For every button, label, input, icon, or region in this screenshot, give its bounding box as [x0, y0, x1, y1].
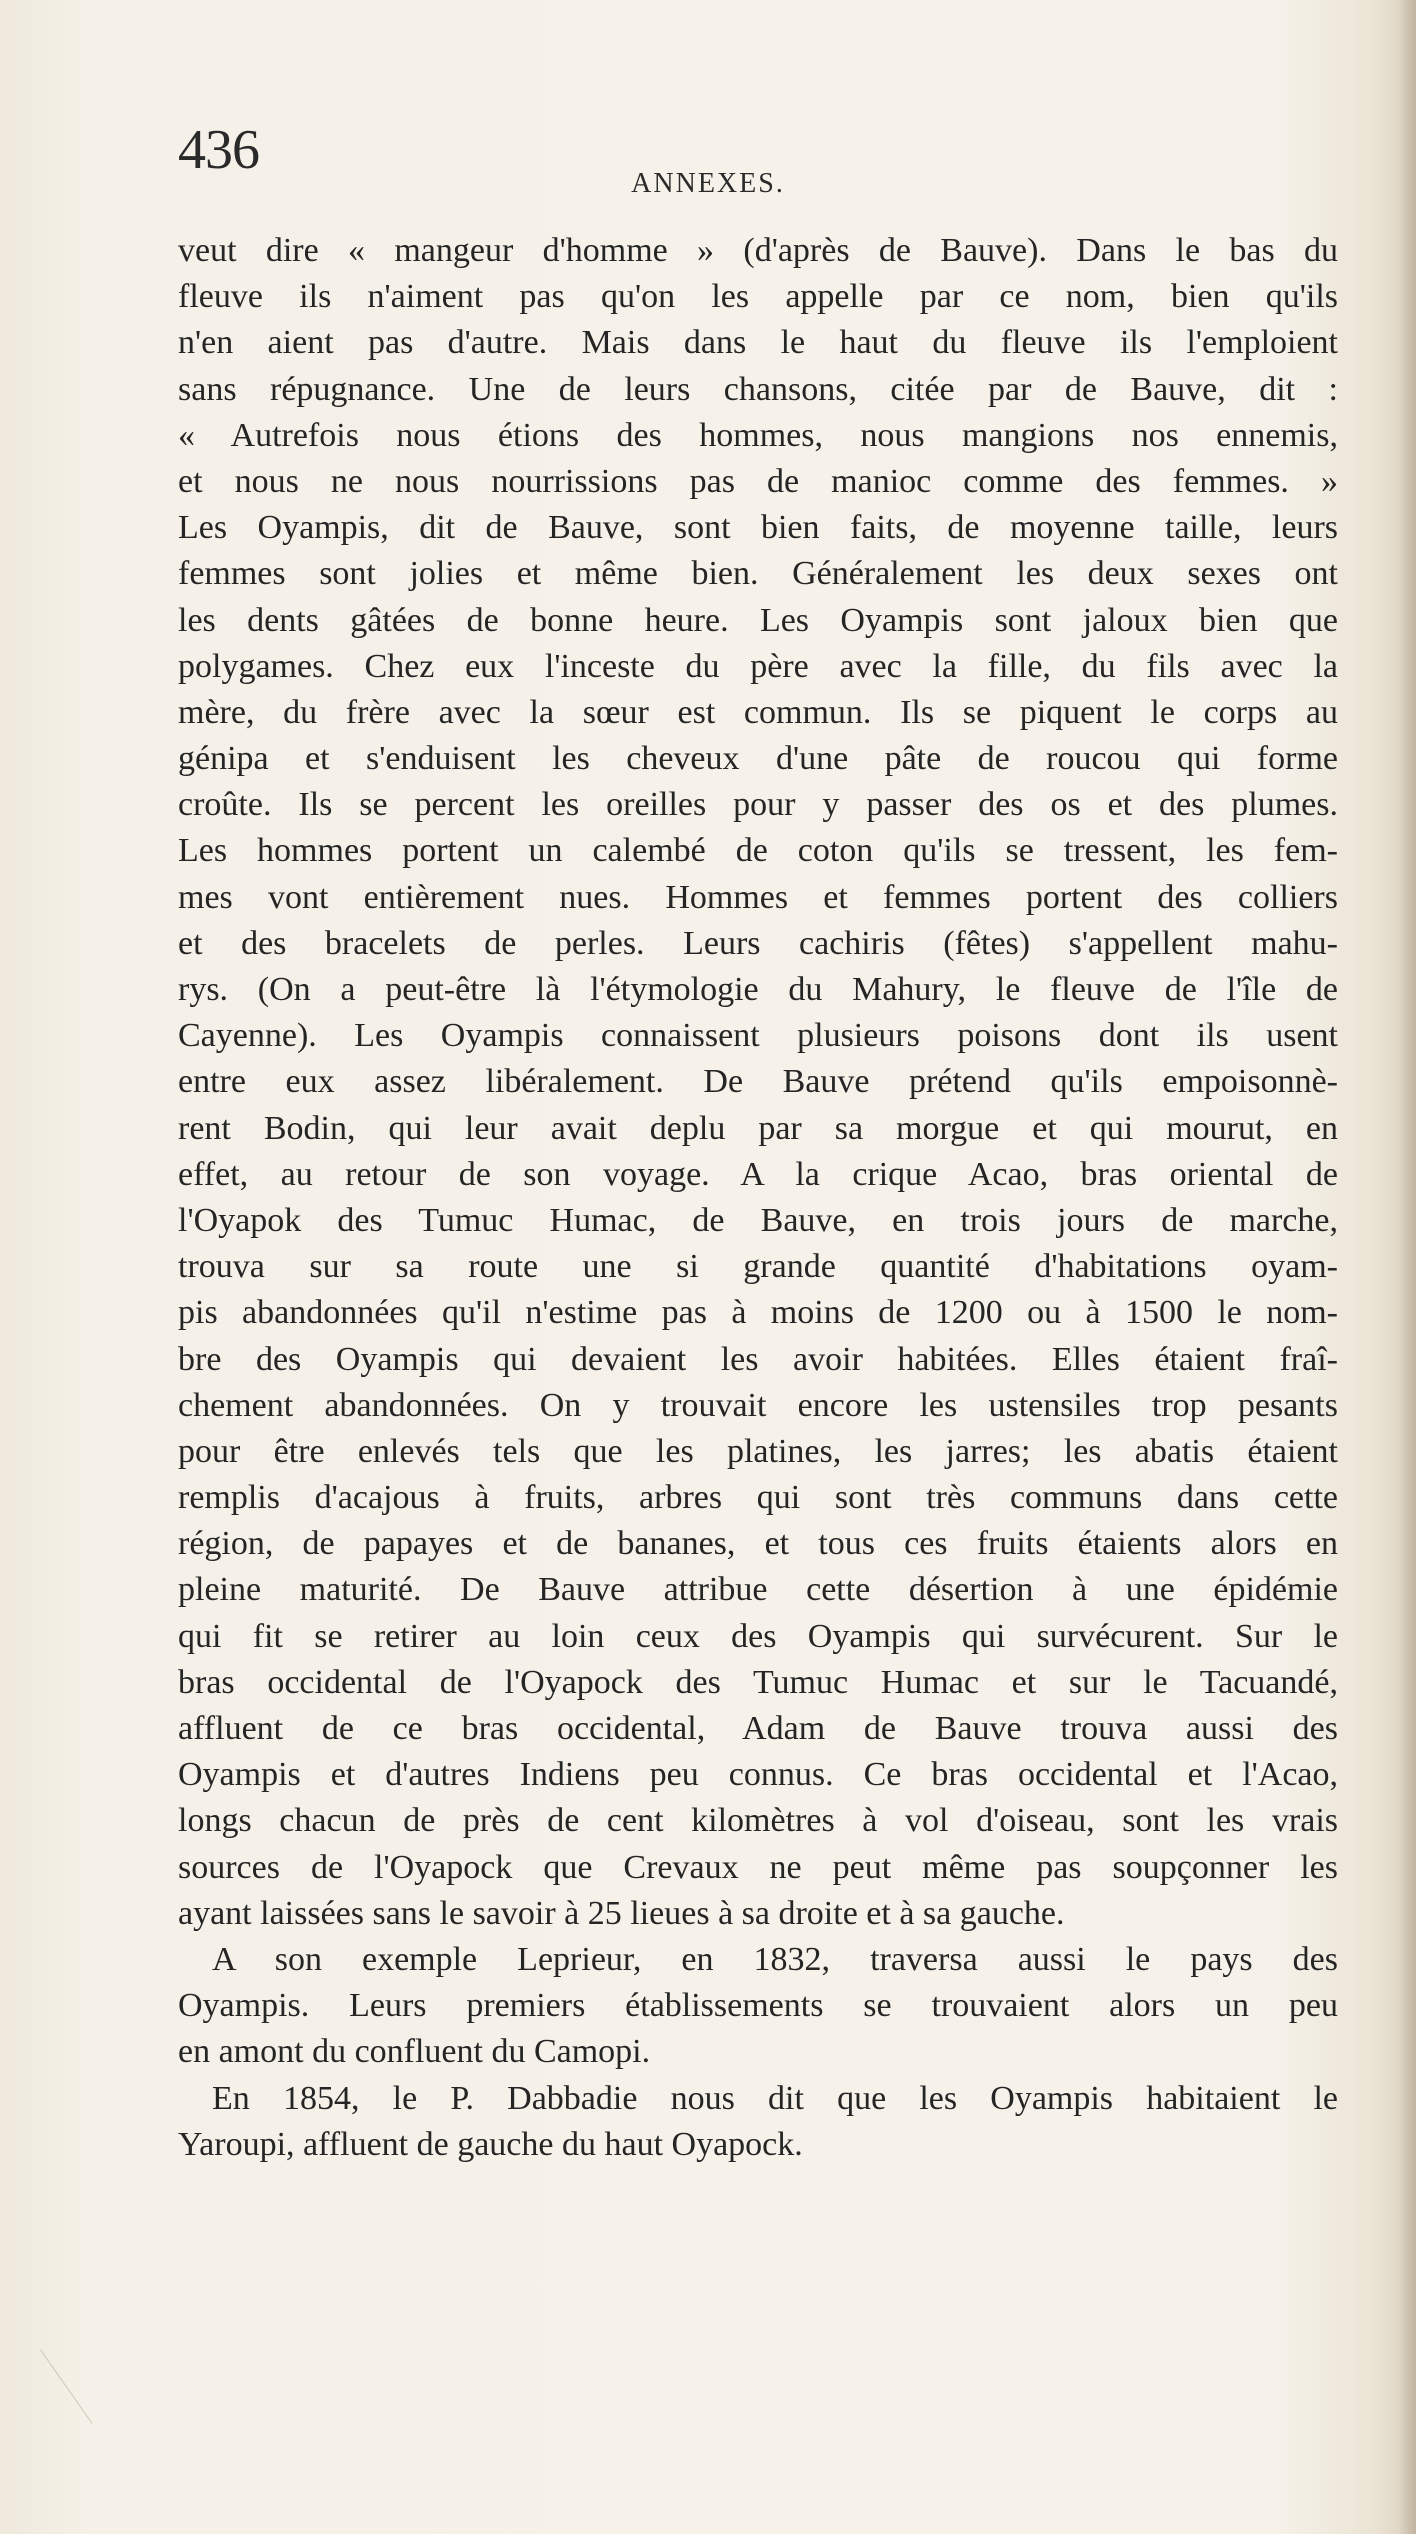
text-line: bre des Oyampis qui devaient les avoir habitées. Elles étaient fraî-	[178, 1340, 1338, 1378]
text-line: En 1854, le P. Dabbadie nous dit que les Oyampis habitaient le	[212, 2079, 1338, 2117]
text-line: les dents gâtées de bonne heure. Les Oyampis sont jaloux bien que	[178, 601, 1338, 639]
text-line: pour être enlevés tels que les platines, les jarres; les abatis étaient	[178, 1432, 1338, 1470]
text-line: sans répugnance. Une de leurs chansons, citée par de Bauve, dit :	[178, 370, 1338, 408]
text-line: et des bracelets de perles. Leurs cachiris (fêtes) s'appellent mahu-	[178, 924, 1338, 962]
text-line: pleine maturité. De Bauve attribue cette désertion à une épidémie	[178, 1571, 1338, 1609]
paper-crease-mark	[40, 2315, 142, 2424]
text-line: veut dire « mangeur d'homme » (d'après de Bauve). Dans le bas du	[178, 232, 1338, 269]
text-line: bras occidental de l'Oyapock des Tumuc Humac et sur le Tacuandé,	[178, 1663, 1338, 1701]
text-line: Oyampis et d'autres Indiens peu connus. Ce bras occidental et l'Acao,	[178, 1756, 1338, 1794]
text-line: région, de papayes et de bananes, et tous ces fruits étaients alors en	[178, 1525, 1338, 1563]
page-number: 436	[178, 119, 259, 181]
text-line: A son exemple Leprieur, en 1832, traversa aussi le pays des	[212, 1940, 1338, 1978]
text-line: en amont du confluent du Camopi.	[178, 2033, 651, 2071]
text-line: pis abandonnées qu'il n'estime pas à moins de 1200 ou à 1500 le nom-	[178, 1294, 1338, 1332]
page-header	[0, 118, 1416, 198]
running-title: ANNEXES.	[631, 168, 785, 199]
text-line: Oyampis. Leurs premiers établissements se trouvaient alors un peu	[178, 1987, 1338, 2025]
text-line: et nous ne nous nourrissions pas de manioc comme des femmes. »	[178, 462, 1338, 500]
text-line: croûte. Ils se percent les oreilles pour y passer des os et des plumes.	[178, 786, 1338, 824]
text-line: femmes sont jolies et même bien. Généralement les deux sexes ont	[178, 555, 1338, 593]
text-line: rys. (On a peut-être là l'étymologie du Mahury, le fleuve de l'île de	[178, 971, 1338, 1008]
text-line: entre eux assez libéralement. De Bauve prétend qu'ils empoisonnè-	[178, 1063, 1338, 1101]
text-line: Les hommes portent un calembé de coton qu'ils se tressent, les fem-	[178, 832, 1338, 870]
text-line: qui fit se retirer au loin ceux des Oyampis qui survécurent. Sur le	[178, 1617, 1338, 1655]
text-line: Yaroupi, affluent de gauche du haut Oyapock.	[178, 2125, 803, 2163]
text-line: effet, au retour de son voyage. A la crique Acao, bras oriental de	[178, 1155, 1338, 1193]
text-line: longs chacun de près de cent kilomètres à vol d'oiseau, sont les vrais	[178, 1802, 1338, 1840]
text-line: mère, du frère avec la sœur est commun. Ils se piquent le corps au	[178, 693, 1338, 731]
text-line: n'en aient pas d'autre. Mais dans le haut du fleuve ils l'emploient	[178, 324, 1338, 362]
text-line: affluent de ce bras occidental, Adam de Bauve trouva aussi des	[178, 1710, 1338, 1747]
text-line: polygames. Chez eux l'inceste du père avec la fille, du fils avec la	[178, 647, 1338, 685]
text-line: sources de l'Oyapock que Crevaux ne peut même pas soupçonner les	[178, 1848, 1338, 1886]
text-line: remplis d'acajous à fruits, arbres qui sont très communs dans cette	[178, 1479, 1338, 1517]
text-line: rent Bodin, qui leur avait deplu par sa morgue et qui mourut, en	[178, 1109, 1338, 1147]
text-line: génipa et s'enduisent les cheveux d'une pâte de roucou qui forme	[178, 740, 1338, 778]
text-line: « Autrefois nous étions des hommes, nous mangions nos ennemis,	[178, 416, 1338, 454]
text-line: Cayenne). Les Oyampis connaissent plusieurs poisons dont ils usent	[178, 1017, 1338, 1055]
text-line: mes vont entièrement nues. Hommes et femmes portent des colliers	[178, 878, 1338, 916]
text-line: l'Oyapok des Tumuc Humac, de Bauve, en trois jours de marche,	[178, 1201, 1338, 1239]
page-edge-shadow	[1398, 0, 1416, 2534]
text-line: ayant laissées sans le savoir à 25 lieues à sa droite et à sa gauche.	[178, 1894, 1065, 1932]
text-line: chement abandonnées. On y trouvait encore les ustensiles trop pesants	[178, 1386, 1338, 1424]
body-text	[178, 228, 1338, 2168]
text-line: fleuve ils n'aiment pas qu'on les appelle par ce nom, bien qu'ils	[178, 278, 1338, 316]
text-line: Les Oyampis, dit de Bauve, sont bien faits, de moyenne taille, leurs	[178, 509, 1338, 547]
text-line: trouva sur sa route une si grande quantité d'habitations oyam-	[178, 1248, 1338, 1286]
